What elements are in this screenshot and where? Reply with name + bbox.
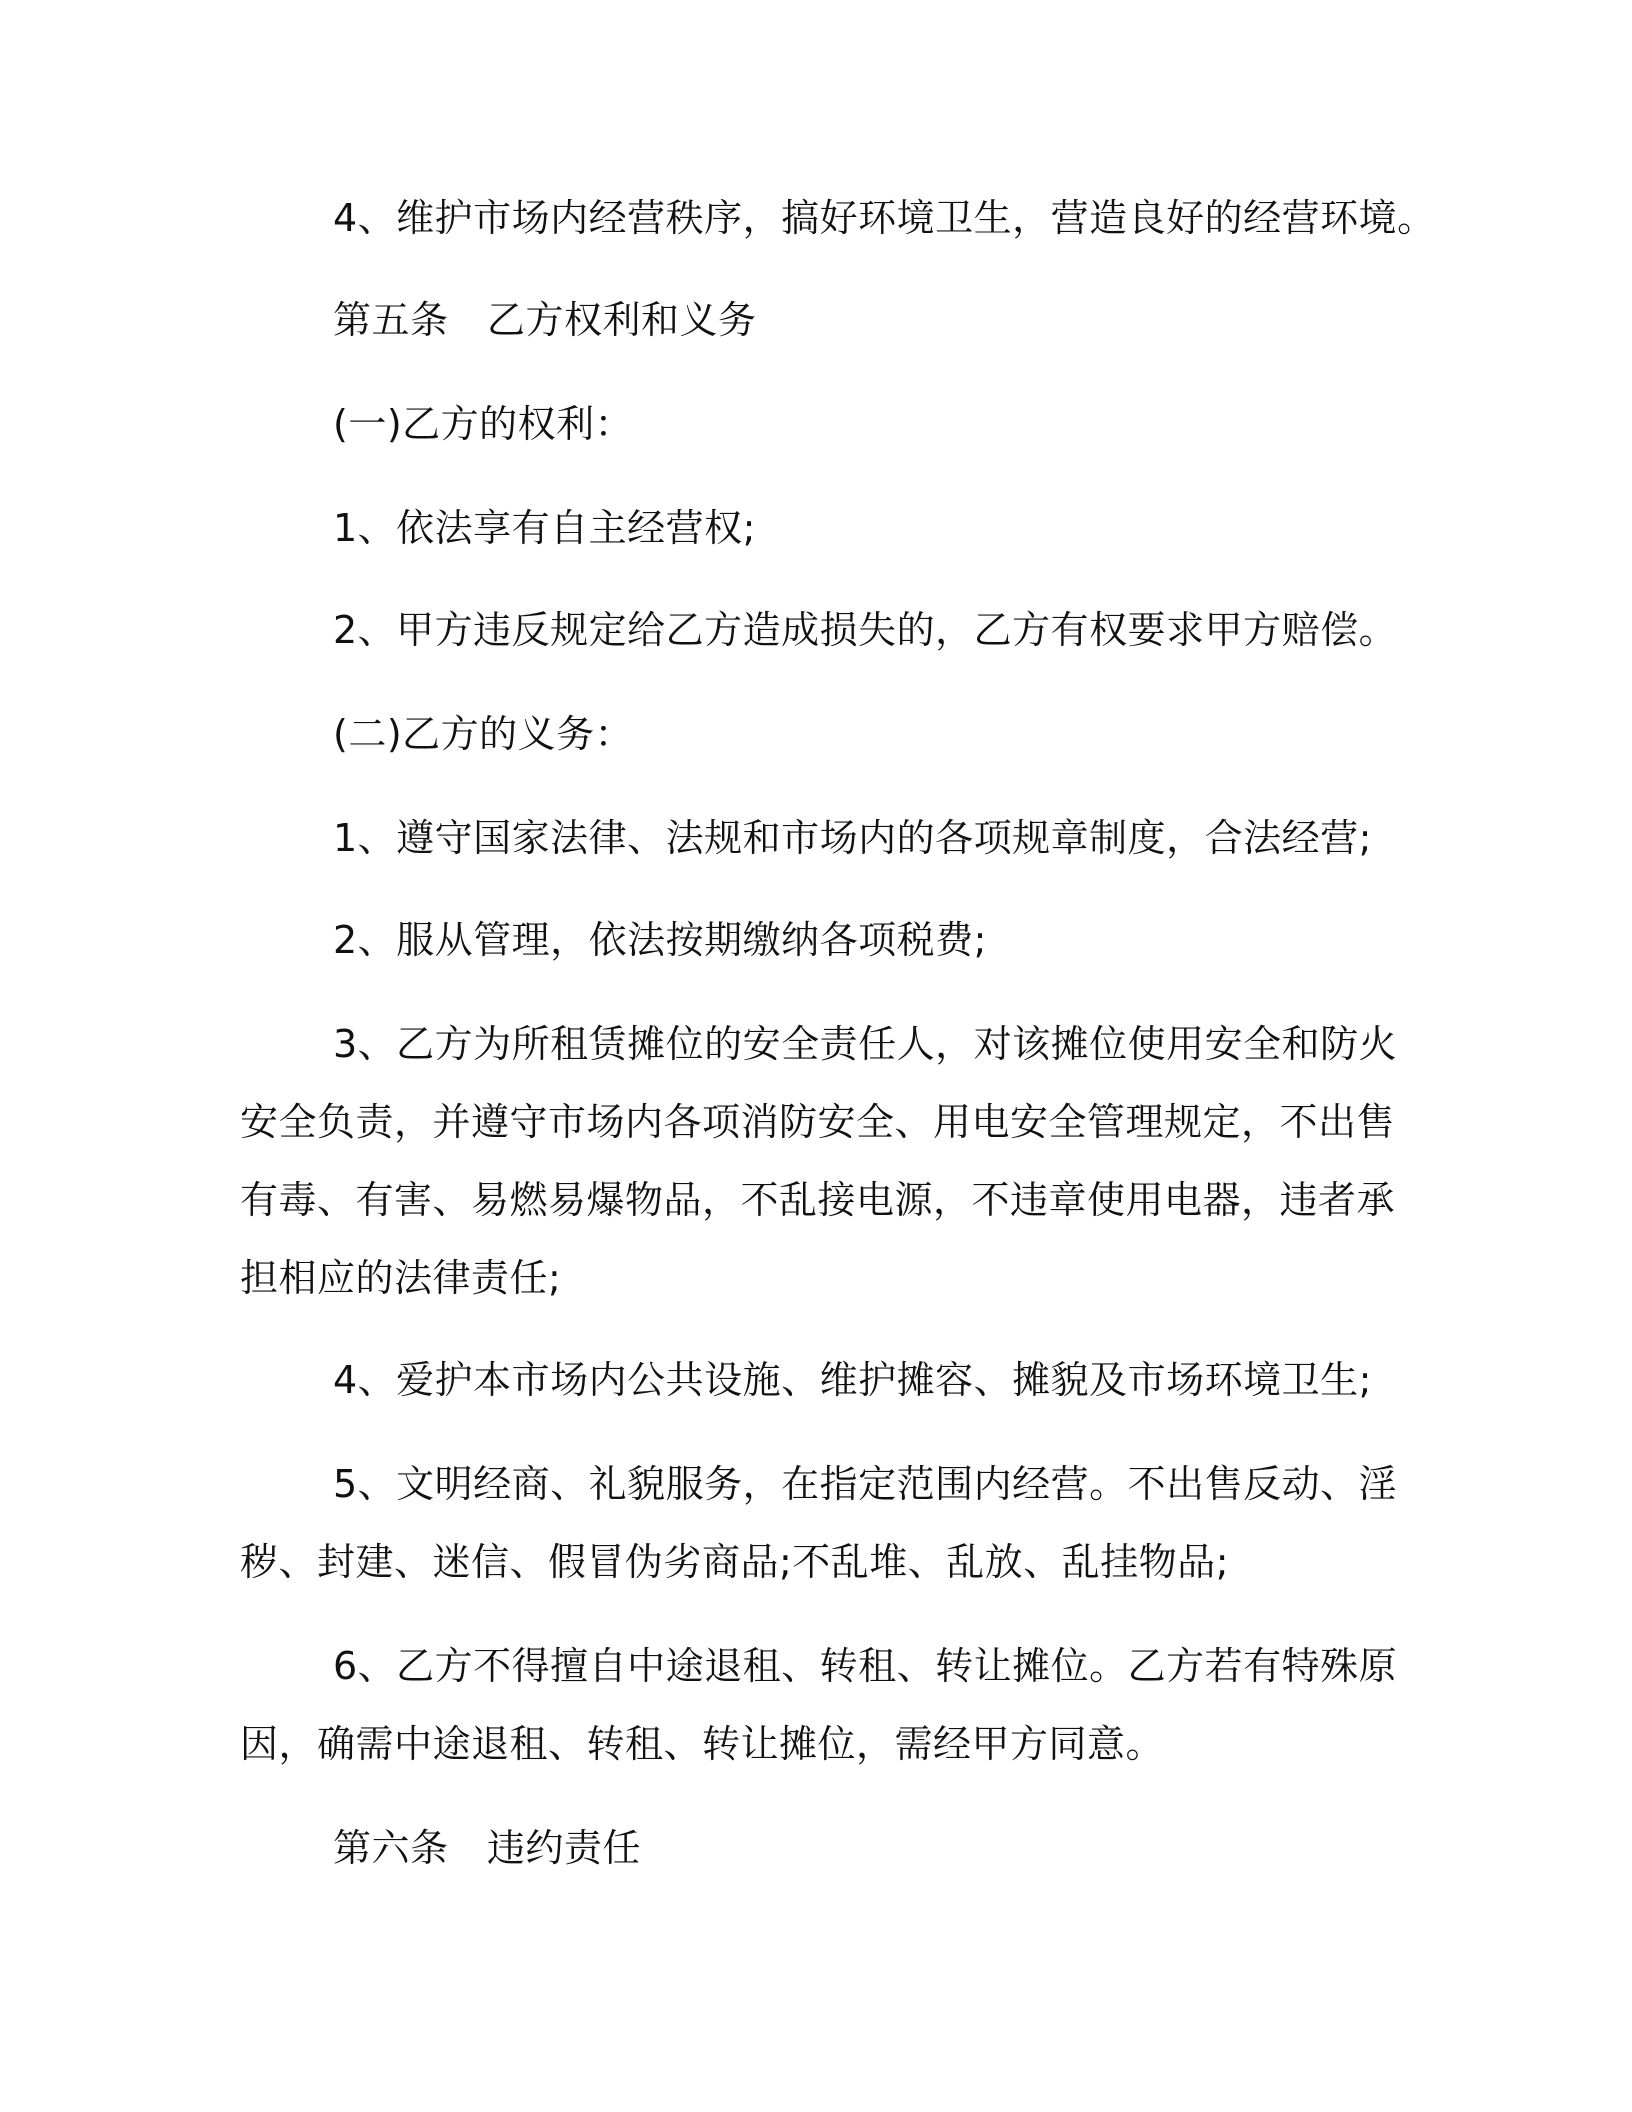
duties-item-5-line-1: 5、文明经商、礼貌服务，在指定范围内经营。不出售反动、淫: [333, 1462, 1398, 1506]
duties-item-2: 2、服从管理，依法按期缴纳各项税费;: [333, 918, 987, 962]
duties-item-1: 1、遵守国家法律、法规和市场内的各项规章制度，合法经营;: [333, 816, 1372, 860]
article-6-heading: 第六条 违约责任: [333, 1826, 642, 1870]
rights-subheading: (一)乙方的权利：: [333, 402, 634, 446]
duties-item-3-line-2: 安全负责，并遵守市场内各项消防安全、用电安全管理规定，不出售: [240, 1100, 1396, 1144]
duties-item-5-line-2: 秽、封建、迷信、假冒伪劣商品;不乱堆、乱放、乱挂物品;: [240, 1540, 1230, 1584]
duties-item-3-line-1: 3、乙方为所租赁摊位的安全责任人，对该摊位使用安全和防火: [333, 1022, 1398, 1066]
article-5-heading: 第五条 乙方权利和义务: [333, 298, 757, 342]
paragraph-item-4-maintain-order: 4、维护市场内经营秩序，搞好环境卫生，营造良好的经营环境。: [333, 196, 1436, 240]
rights-item-1: 1、依法享有自主经营权;: [333, 506, 756, 550]
duties-item-6-line-2: 因，确需中途退租、转租、转让摊位，需经甲方同意。: [240, 1722, 1165, 1766]
duties-item-4: 4、爱护本市场内公共设施、维护摊容、摊貌及市场环境卫生;: [333, 1358, 1372, 1402]
rights-item-2: 2、甲方违反规定给乙方造成损失的，乙方有权要求甲方赔偿。: [333, 608, 1398, 652]
duties-subheading: (二)乙方的义务：: [333, 712, 634, 756]
duties-item-3-line-4: 担相应的法律责任;: [240, 1256, 562, 1300]
duties-item-3-line-3: 有毒、有害、易燃易爆物品，不乱接电源，不违章使用电器，违者承: [240, 1178, 1396, 1222]
duties-item-6-line-1: 6、乙方不得擅自中途退租、转租、转让摊位。乙方若有特殊原: [333, 1644, 1398, 1688]
